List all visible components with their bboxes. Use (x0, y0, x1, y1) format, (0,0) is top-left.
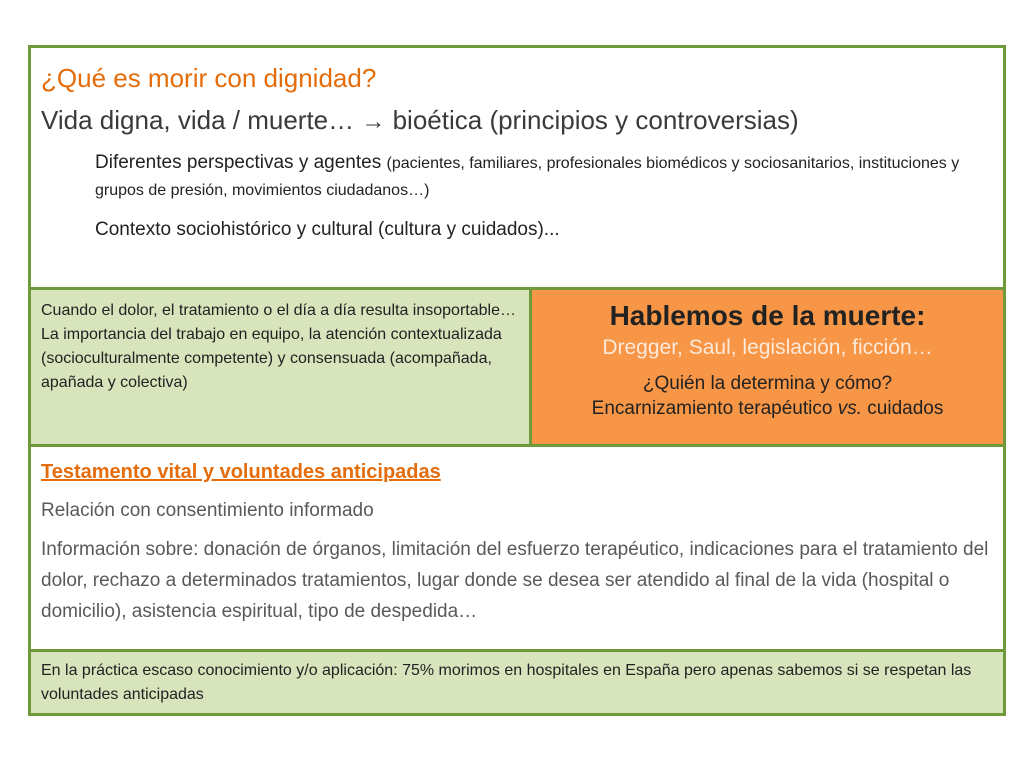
perspectives-detail: (pacientes, familiares, profesionales biomédicos y sociosanitarios, instituciones y grupos de presión, movimientos ciudadanos…) (95, 155, 960, 199)
living-will-heading: Testamento vital y voluntades anticipadas (41, 461, 441, 483)
perspectives-main: Diferentes perspectivas y agentes (95, 152, 387, 173)
pain-teamwork-box (28, 287, 532, 447)
bioethics-subtitle (41, 104, 993, 138)
section-title: ¿Qué es morir con dignidad? (41, 63, 377, 93)
death-talk-subtitle: Dregger, Saul, legislación, ficción… (602, 336, 933, 359)
vs-text: vs. (837, 398, 863, 419)
information-list: Información sobre: donación de órganos, limitación del esfuerzo terapéutico, indicaciones para el tratamiento del dolor, rechazo a determinados tratamientos, lugar donde se desea ser atendido al final de la vida (hospital o domicilio), asistencia espiritual, tipo de despedida… (41, 539, 989, 622)
death-talk-title: Hablemos de la muerte: (609, 300, 926, 331)
who-determines: ¿Quién la determina y cómo? (642, 373, 893, 394)
death-talk-question (540, 371, 995, 421)
living-will-section (28, 444, 1006, 652)
consent-relation: Relación con consentimiento informado (41, 500, 374, 521)
dignity-section (28, 45, 1006, 290)
context-paragraph: Contexto sociohistórico y cultural (cultura y cuidados)... (95, 219, 560, 240)
perspectives-paragraph (95, 150, 993, 204)
subtitle-start: Vida digna, vida / muerte… (41, 105, 362, 135)
practice-box (28, 649, 1006, 716)
practice-text: En la práctica escaso conocimiento y/o aplicación: 75% morimos en hospitales en España pero apenas sabemos si se respetan las voluntades anticipadas (41, 662, 972, 703)
pain-text: Cuando el dolor, el tratamiento o el día a día resulta insoportable… (41, 302, 516, 319)
subtitle-end: bioética (principios y controversias) (385, 105, 799, 135)
teamwork-text: La importancia del trabajo en equipo, la atención contextualizada (socioculturalmente competente) y consensuada (acompañada, apañada y colectiva) (41, 326, 502, 391)
death-talk-box (529, 287, 1006, 447)
right-arrow-icon: → (361, 108, 386, 135)
encarnizamiento-end: cuidados (862, 398, 944, 419)
encarnizamiento-start: Encarnizamiento terapéutico (591, 398, 838, 419)
